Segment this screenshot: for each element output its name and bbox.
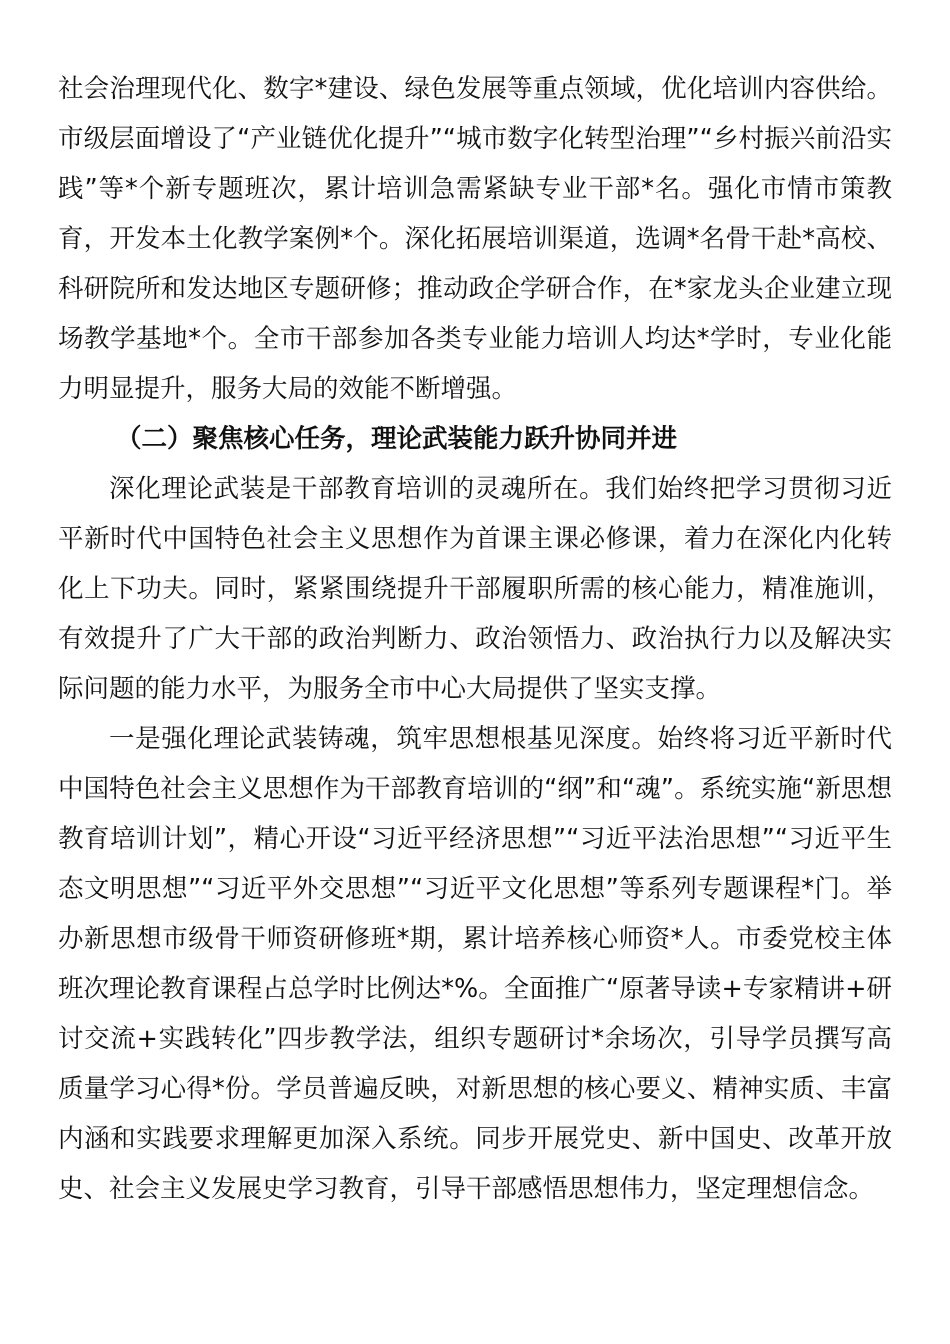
paragraph-theory-intro: 深化理论武装是干部教育培训的灵魂所在。我们始终把学习贯彻习近平新时代中国特色社会主义思想作为首课主课必修课，着力在深化内化转化上下功夫。同时，紧紧围绕提升干部履职所需的核心能力，精准施训，有效提升了广大干部的政治判断力、政治领悟力、政治执行力以及解决实际问题的能力水平，为服务全市中心大局提供了坚实支撑。 (58, 474, 892, 704)
paragraph-point-one: 一是强化理论武装铸魂，筑牢思想根基见深度。始终将习近平新时代中国特色社会主义思想作为干部教育培训的“纲”和“魂”。系统实施“新思想教育培训计划”，精心开设“习近平经济思想”“习近平法治思想”“习近平生态文明思想”“习近平外交思想”“习近平文化思想”等系列专题课程*门。举办新思想市级骨干师资研修班*期，累计培养核心师资*人。市委党校主体班次理论教育课程占总学时比例达*%。全面推广“原著导读+专家精讲+研讨交流+实践转化”四步教学法，组织专题研讨*余场次，引导学员撰写高质量学习心得*份。学员普遍反映，对新思想的核心要义、精神实质、丰富内涵和实践要求理解更加深入系统。同步开展党史、新中国史、改革开放史、社会主义发展史学习教育，引导干部感悟思想伟力，坚定理想信念。 (58, 724, 892, 1204)
document-body (58, 64, 892, 1214)
section-heading: （二）聚焦核心任务，理论武装能力跃升协同并进 (116, 424, 678, 454)
paragraph-continued: 社会治理现代化、数字*建设、绿色发展等重点领域，优化培训内容供给。市级层面增设了“产业链优化提升”“城市数字化转型治理”“乡村振兴前沿实践”等*个新专题班次，累计培训急需紧缺专业干部*名。强化市情市策教育，开发本土化教学案例*个。深化拓展培训渠道，选调*名骨干赴*高校、科研院所和发达地区专题研修；推动政企学研合作，在*家龙头企业建立现场教学基地*个。全市干部参加各类专业能力培训人均达*学时，专业化能力明显提升，服务大局的效能不断增强。 (58, 74, 892, 404)
